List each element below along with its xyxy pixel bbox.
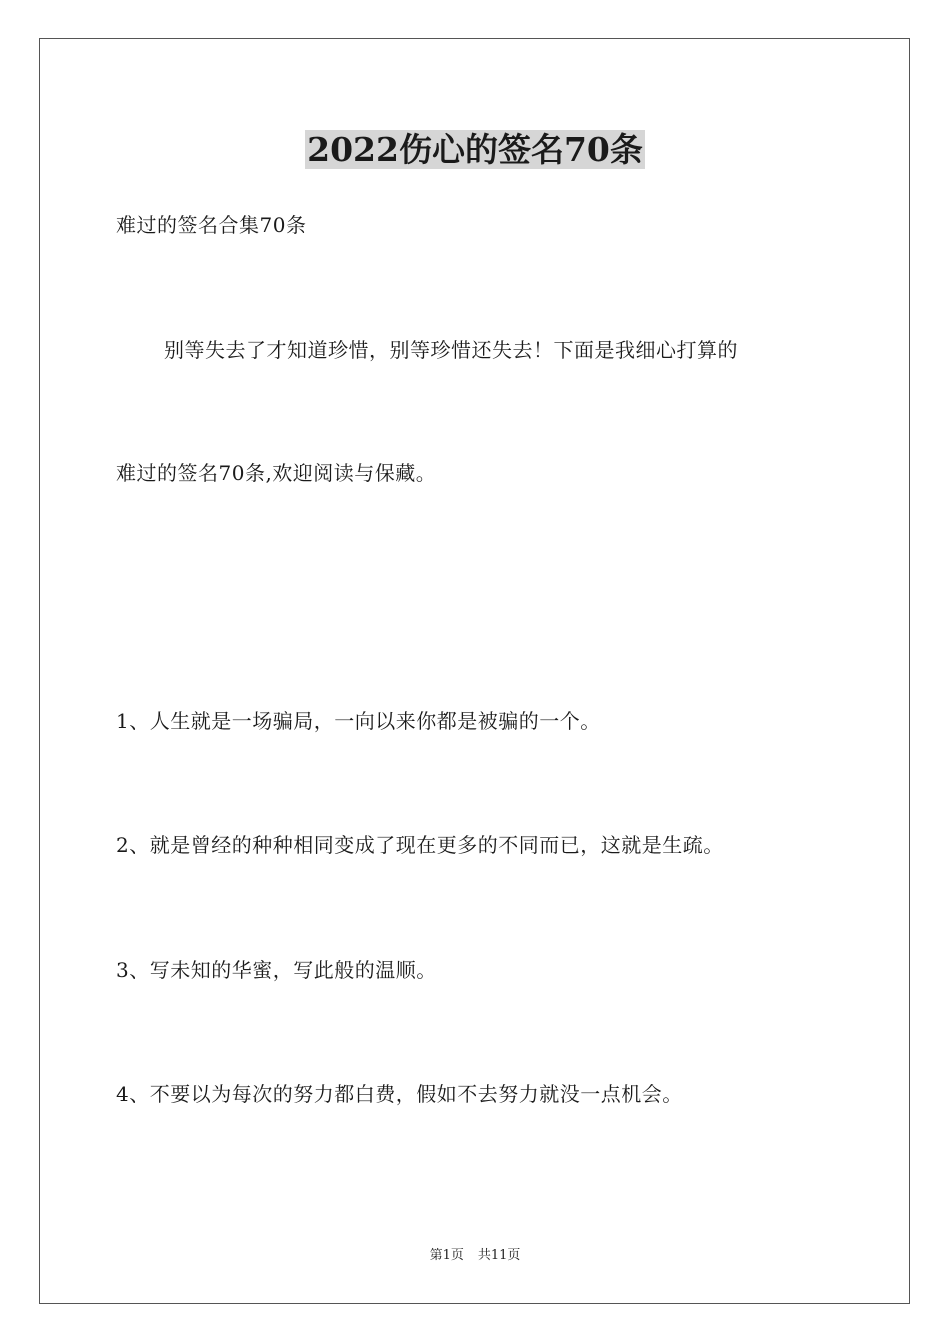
list-item: 4、不要以为每次的努力都白费，假如不去努力就没一点机会。: [116, 1082, 683, 1106]
page-total: 共11页: [477, 1248, 521, 1263]
document-title: [0, 128, 950, 172]
intro-paragraph-line-1: 别等失去了才知道珍惜，别等珍惜还失去！下面是我细心打算的: [164, 338, 738, 362]
title-text: 2022伤心的签名70条: [307, 130, 643, 169]
list-item: 2、就是曾经的种种相同变成了现在更多的不同而已，这就是生疏。: [116, 833, 724, 857]
list-item: 3、写未知的华蜜，写此般的温顺。: [116, 958, 437, 982]
page-footer: [0, 1247, 950, 1265]
list-item: 1、人生就是一场骗局，一向以来你都是被骗的一个。: [116, 709, 601, 733]
subtitle-line: 难过的签名合集70条: [116, 213, 307, 237]
intro-paragraph-line-2: 难过的签名70条,欢迎阅读与保藏。: [116, 461, 437, 485]
page-number: 第1页: [429, 1248, 464, 1263]
